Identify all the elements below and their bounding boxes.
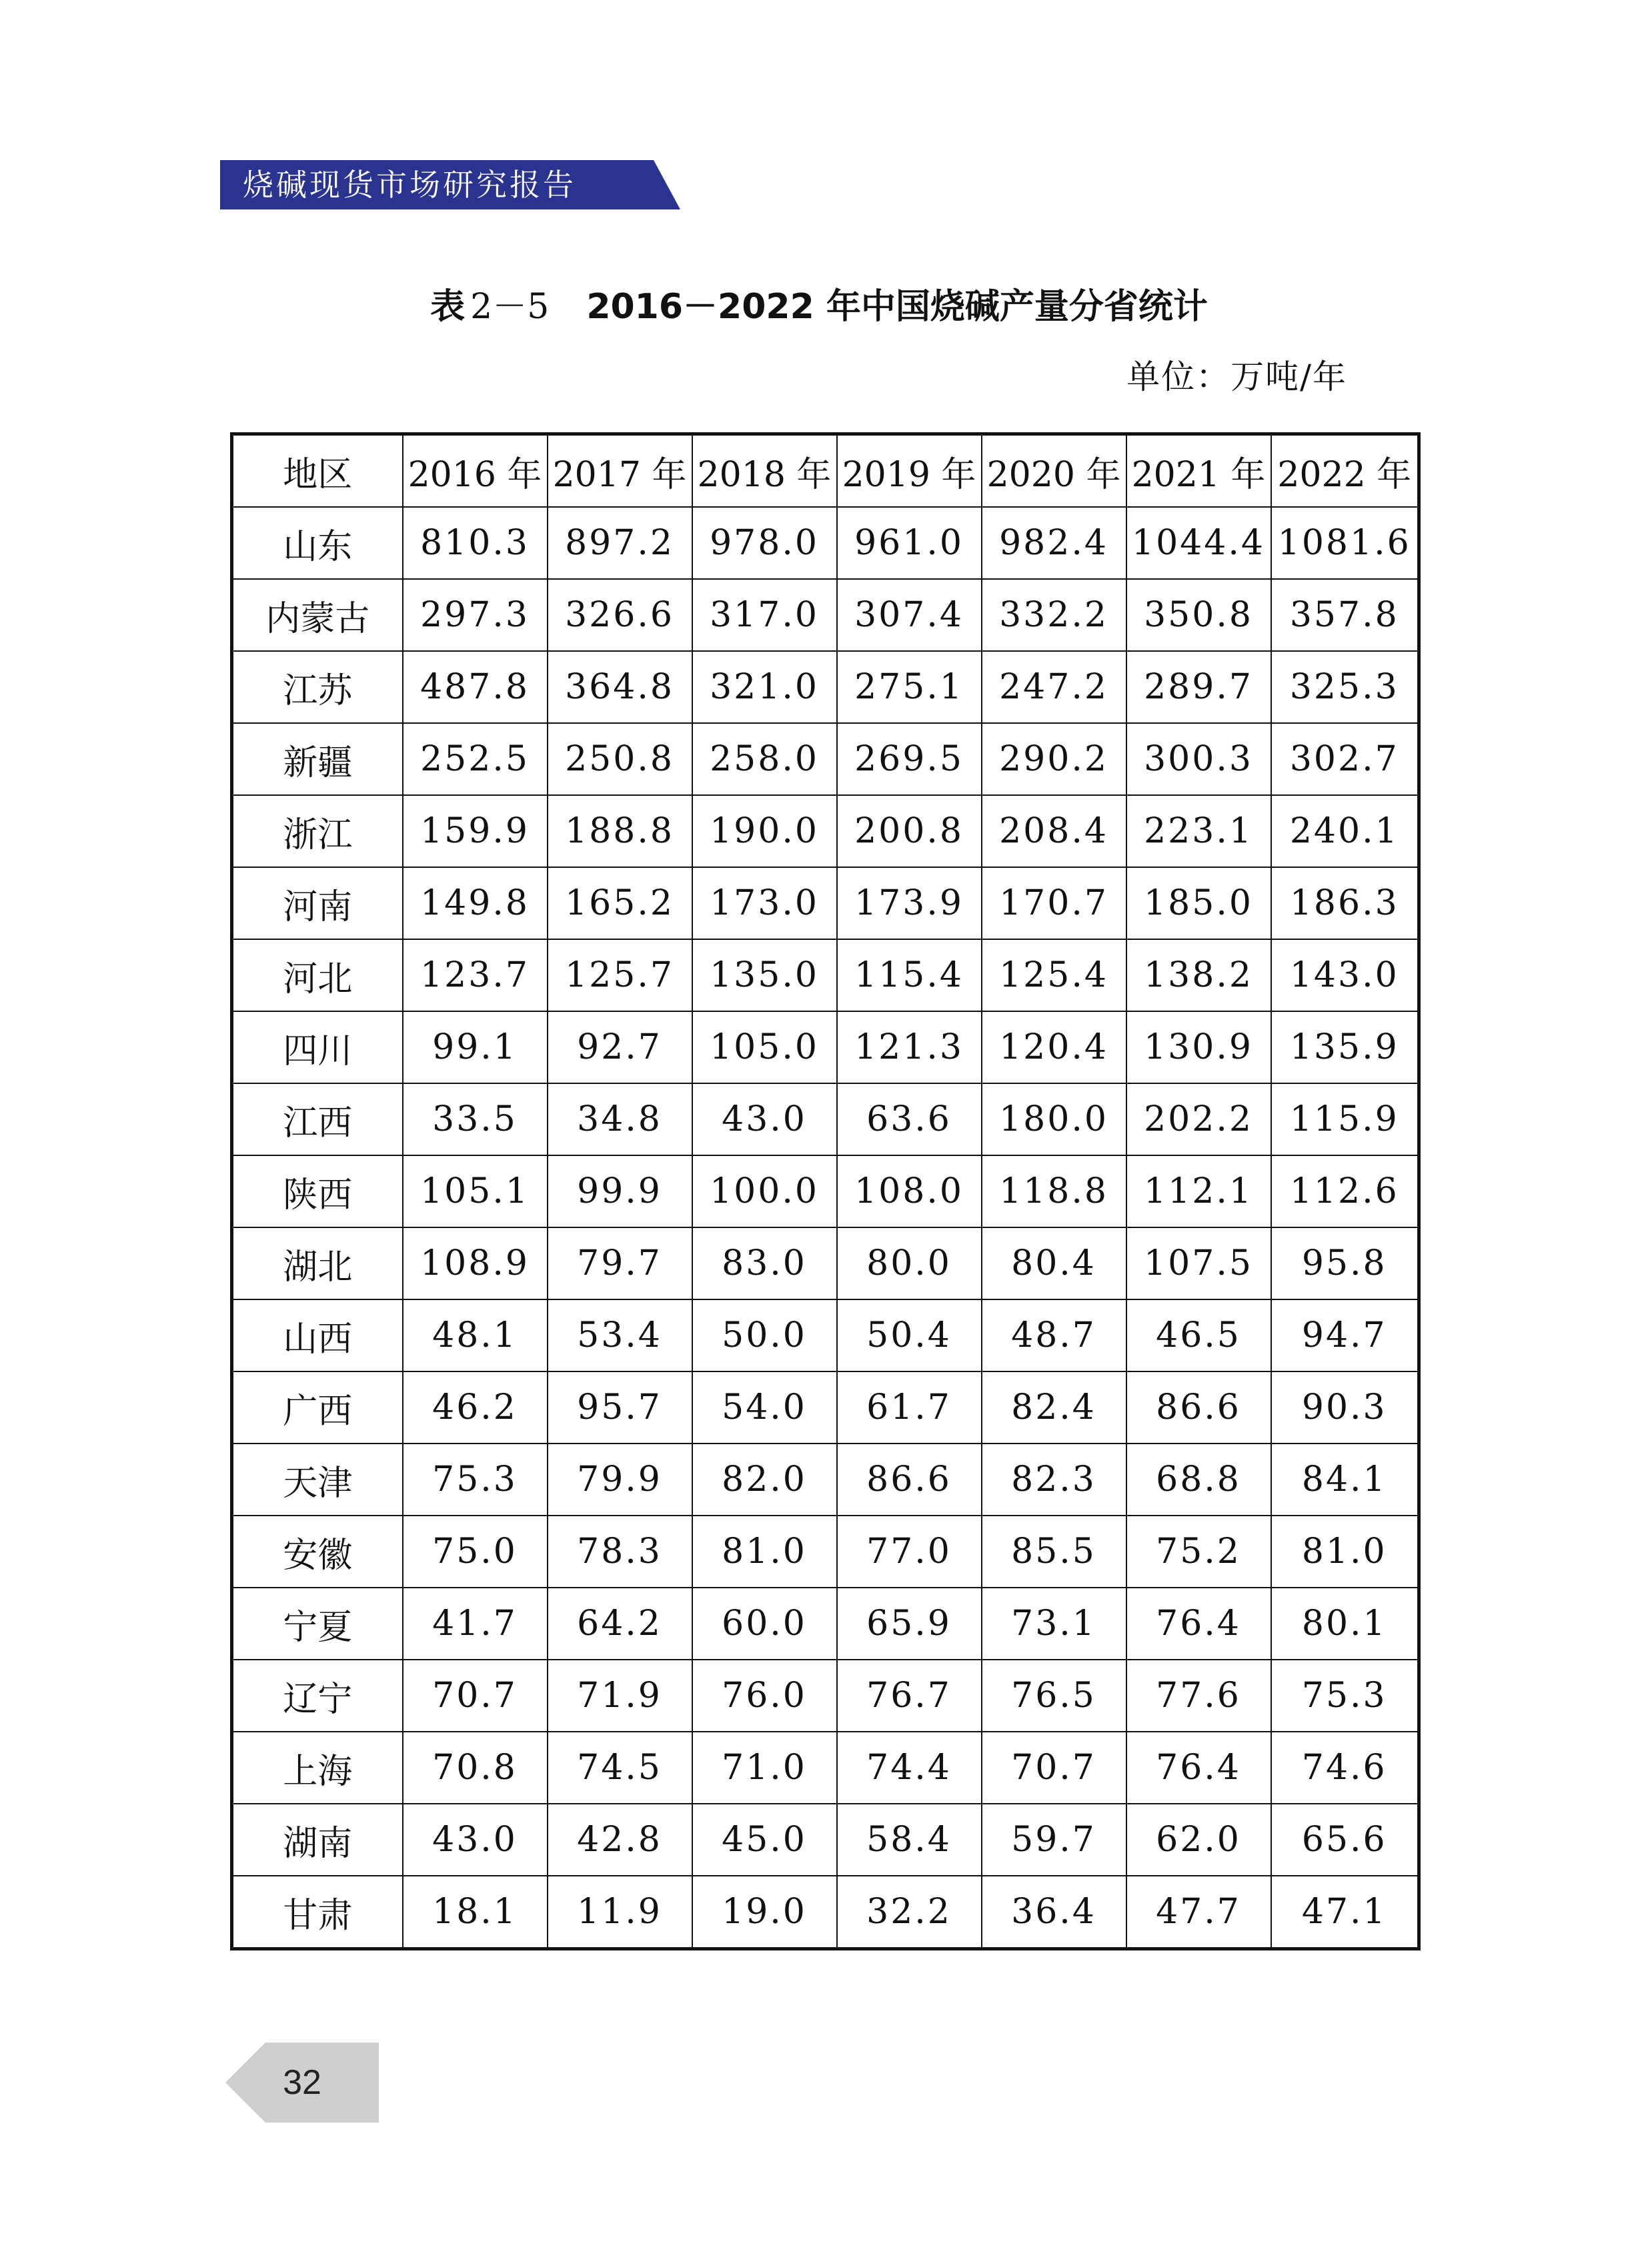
value-cell: 18.1 — [403, 1876, 548, 1949]
value-cell: 115.4 — [837, 939, 982, 1011]
value-cell: 43.0 — [403, 1804, 548, 1876]
value-cell: 95.7 — [548, 1371, 692, 1444]
value-cell: 325.3 — [1271, 651, 1419, 723]
region-cell: 上海 — [232, 1732, 403, 1804]
value-cell: 269.5 — [837, 723, 982, 795]
region-cell: 河南 — [232, 867, 403, 939]
value-cell: 48.1 — [403, 1299, 548, 1371]
value-cell: 332.2 — [982, 579, 1126, 651]
value-cell: 208.4 — [982, 795, 1126, 867]
value-cell: 108.0 — [837, 1155, 982, 1227]
value-cell: 42.8 — [548, 1804, 692, 1876]
column-header-region: 地区 — [232, 434, 403, 508]
value-cell: 60.0 — [692, 1588, 837, 1660]
table-row — [232, 507, 1419, 579]
column-header-year: 2019 年 — [837, 434, 982, 508]
value-cell: 61.7 — [837, 1371, 982, 1444]
value-cell: 63.6 — [837, 1083, 982, 1155]
region-cell: 四川 — [232, 1011, 403, 1083]
value-cell: 79.7 — [548, 1227, 692, 1299]
value-cell: 70.8 — [403, 1732, 548, 1804]
value-cell: 84.1 — [1271, 1444, 1419, 1516]
value-cell: 130.9 — [1126, 1011, 1271, 1083]
value-cell: 46.2 — [403, 1371, 548, 1444]
value-cell: 326.6 — [548, 579, 692, 651]
value-cell: 107.5 — [1126, 1227, 1271, 1299]
value-cell: 46.5 — [1126, 1299, 1271, 1371]
region-cell: 江西 — [232, 1083, 403, 1155]
value-cell: 74.5 — [548, 1732, 692, 1804]
table-row — [232, 1804, 1419, 1876]
table-row — [232, 1299, 1419, 1371]
page-number: 32 — [283, 2063, 321, 2102]
region-cell: 山东 — [232, 507, 403, 579]
value-cell: 45.0 — [692, 1804, 837, 1876]
value-cell: 54.0 — [692, 1371, 837, 1444]
value-cell: 105.1 — [403, 1155, 548, 1227]
value-cell: 978.0 — [692, 507, 837, 579]
value-cell: 68.8 — [1126, 1444, 1271, 1516]
value-cell: 135.9 — [1271, 1011, 1419, 1083]
value-cell: 120.4 — [982, 1011, 1126, 1083]
value-cell: 300.3 — [1126, 723, 1271, 795]
value-cell: 80.1 — [1271, 1588, 1419, 1660]
table-row — [232, 1732, 1419, 1804]
value-cell: 99.1 — [403, 1011, 548, 1083]
value-cell: 59.7 — [982, 1804, 1126, 1876]
value-cell: 247.2 — [982, 651, 1126, 723]
value-cell: 118.8 — [982, 1155, 1126, 1227]
table-row — [232, 1660, 1419, 1732]
value-cell: 258.0 — [692, 723, 837, 795]
table-row — [232, 1516, 1419, 1588]
value-cell: 115.9 — [1271, 1083, 1419, 1155]
value-cell: 81.0 — [692, 1516, 837, 1588]
value-cell: 71.9 — [548, 1660, 692, 1732]
column-header-year: 2021 年 — [1126, 434, 1271, 508]
table-row — [232, 723, 1419, 795]
value-cell: 170.7 — [982, 867, 1126, 939]
value-cell: 121.3 — [837, 1011, 982, 1083]
column-header-year: 2016 年 — [403, 434, 548, 508]
region-cell: 新疆 — [232, 723, 403, 795]
value-cell: 112.1 — [1126, 1155, 1271, 1227]
value-cell: 65.9 — [837, 1588, 982, 1660]
column-header-year: 2022 年 — [1271, 434, 1419, 508]
table-row — [232, 795, 1419, 867]
value-cell: 43.0 — [692, 1083, 837, 1155]
table-header-row — [232, 434, 1419, 508]
value-cell: 86.6 — [837, 1444, 982, 1516]
value-cell: 47.7 — [1126, 1876, 1271, 1949]
value-cell: 75.2 — [1126, 1516, 1271, 1588]
region-cell: 河北 — [232, 939, 403, 1011]
value-cell: 58.4 — [837, 1804, 982, 1876]
value-cell: 77.6 — [1126, 1660, 1271, 1732]
value-cell: 48.7 — [982, 1299, 1126, 1371]
value-cell: 70.7 — [403, 1660, 548, 1732]
value-cell: 297.3 — [403, 579, 548, 651]
value-cell: 180.0 — [982, 1083, 1126, 1155]
value-cell: 112.6 — [1271, 1155, 1419, 1227]
value-cell: 80.4 — [982, 1227, 1126, 1299]
table-row — [232, 1371, 1419, 1444]
value-cell: 289.7 — [1126, 651, 1271, 723]
region-cell: 辽宁 — [232, 1660, 403, 1732]
column-header-year: 2020 年 — [982, 434, 1126, 508]
value-cell: 92.7 — [548, 1011, 692, 1083]
value-cell: 275.1 — [837, 651, 982, 723]
value-cell: 85.5 — [982, 1516, 1126, 1588]
value-cell: 83.0 — [692, 1227, 837, 1299]
value-cell: 76.4 — [1126, 1588, 1271, 1660]
table-row — [232, 1011, 1419, 1083]
value-cell: 108.9 — [403, 1227, 548, 1299]
value-cell: 82.0 — [692, 1444, 837, 1516]
value-cell: 982.4 — [982, 507, 1126, 579]
value-cell: 487.8 — [403, 651, 548, 723]
table-row — [232, 1083, 1419, 1155]
caption-label: 表 — [430, 287, 466, 327]
value-cell: 33.5 — [403, 1083, 548, 1155]
value-cell: 95.8 — [1271, 1227, 1419, 1299]
value-cell: 62.0 — [1126, 1804, 1271, 1876]
running-header-banner — [220, 160, 680, 209]
value-cell: 190.0 — [692, 795, 837, 867]
value-cell: 71.0 — [692, 1732, 837, 1804]
value-cell: 70.7 — [982, 1732, 1126, 1804]
value-cell: 897.2 — [548, 507, 692, 579]
unit-note: 单位：万吨/年 — [1126, 358, 1347, 396]
value-cell: 41.7 — [403, 1588, 548, 1660]
region-cell: 山西 — [232, 1299, 403, 1371]
value-cell: 79.9 — [548, 1444, 692, 1516]
value-cell: 159.9 — [403, 795, 548, 867]
value-cell: 290.2 — [982, 723, 1126, 795]
value-cell: 1044.4 — [1126, 507, 1271, 579]
value-cell: 50.4 — [837, 1299, 982, 1371]
production-table — [230, 432, 1421, 1950]
region-cell: 天津 — [232, 1444, 403, 1516]
value-cell: 47.1 — [1271, 1876, 1419, 1949]
column-header-year: 2018 年 — [692, 434, 837, 508]
region-cell: 甘肃 — [232, 1876, 403, 1949]
table-caption — [0, 284, 1638, 330]
table-row — [232, 651, 1419, 723]
value-cell: 64.2 — [548, 1588, 692, 1660]
value-cell: 65.6 — [1271, 1804, 1419, 1876]
value-cell: 202.2 — [1126, 1083, 1271, 1155]
value-cell: 53.4 — [548, 1299, 692, 1371]
value-cell: 173.9 — [837, 867, 982, 939]
value-cell: 173.0 — [692, 867, 837, 939]
caption-title: 2016－2022 年中国烧碱产量分省统计 — [586, 287, 1208, 327]
value-cell: 76.5 — [982, 1660, 1126, 1732]
table-row — [232, 1876, 1419, 1949]
value-cell: 75.0 — [403, 1516, 548, 1588]
value-cell: 76.7 — [837, 1660, 982, 1732]
caption-number: 2－5 — [470, 287, 550, 327]
value-cell: 75.3 — [1271, 1660, 1419, 1732]
value-cell: 32.2 — [837, 1876, 982, 1949]
value-cell: 94.7 — [1271, 1299, 1419, 1371]
value-cell: 105.0 — [692, 1011, 837, 1083]
value-cell: 78.3 — [548, 1516, 692, 1588]
region-cell: 江苏 — [232, 651, 403, 723]
value-cell: 185.0 — [1126, 867, 1271, 939]
value-cell: 250.8 — [548, 723, 692, 795]
value-cell: 223.1 — [1126, 795, 1271, 867]
value-cell: 961.0 — [837, 507, 982, 579]
value-cell: 80.0 — [837, 1227, 982, 1299]
table-row — [232, 579, 1419, 651]
table-row — [232, 1444, 1419, 1516]
value-cell: 11.9 — [548, 1876, 692, 1949]
value-cell: 86.6 — [1126, 1371, 1271, 1444]
value-cell: 100.0 — [692, 1155, 837, 1227]
region-cell: 湖北 — [232, 1227, 403, 1299]
region-cell: 安徽 — [232, 1516, 403, 1588]
value-cell: 143.0 — [1271, 939, 1419, 1011]
column-header-year: 2017 年 — [548, 434, 692, 508]
value-cell: 125.4 — [982, 939, 1126, 1011]
region-cell: 湖南 — [232, 1804, 403, 1876]
region-cell: 浙江 — [232, 795, 403, 867]
region-cell: 内蒙古 — [232, 579, 403, 651]
value-cell: 135.0 — [692, 939, 837, 1011]
value-cell: 77.0 — [837, 1516, 982, 1588]
region-cell: 陕西 — [232, 1155, 403, 1227]
value-cell: 252.5 — [403, 723, 548, 795]
table-row — [232, 939, 1419, 1011]
value-cell: 307.4 — [837, 579, 982, 651]
table-row — [232, 1155, 1419, 1227]
value-cell: 74.4 — [837, 1732, 982, 1804]
region-cell: 广西 — [232, 1371, 403, 1444]
value-cell: 302.7 — [1271, 723, 1419, 795]
table-body — [232, 507, 1419, 1949]
value-cell: 186.3 — [1271, 867, 1419, 939]
value-cell: 364.8 — [548, 651, 692, 723]
value-cell: 123.7 — [403, 939, 548, 1011]
value-cell: 350.8 — [1126, 579, 1271, 651]
value-cell: 200.8 — [837, 795, 982, 867]
page-number-badge — [225, 2043, 379, 2123]
value-cell: 125.7 — [548, 939, 692, 1011]
table-row — [232, 1227, 1419, 1299]
table-row — [232, 867, 1419, 939]
value-cell: 149.8 — [403, 867, 548, 939]
value-cell: 810.3 — [403, 507, 548, 579]
value-cell: 82.3 — [982, 1444, 1126, 1516]
value-cell: 240.1 — [1271, 795, 1419, 867]
value-cell: 75.3 — [403, 1444, 548, 1516]
value-cell: 74.6 — [1271, 1732, 1419, 1804]
value-cell: 81.0 — [1271, 1516, 1419, 1588]
value-cell: 73.1 — [982, 1588, 1126, 1660]
value-cell: 357.8 — [1271, 579, 1419, 651]
value-cell: 50.0 — [692, 1299, 837, 1371]
value-cell: 321.0 — [692, 651, 837, 723]
region-cell: 宁夏 — [232, 1588, 403, 1660]
value-cell: 165.2 — [548, 867, 692, 939]
running-header-title: 烧碱现货市场研究报告 — [243, 167, 576, 203]
value-cell: 90.3 — [1271, 1371, 1419, 1444]
table-row — [232, 1588, 1419, 1660]
value-cell: 36.4 — [982, 1876, 1126, 1949]
value-cell: 317.0 — [692, 579, 837, 651]
value-cell: 76.0 — [692, 1660, 837, 1732]
value-cell: 76.4 — [1126, 1732, 1271, 1804]
value-cell: 1081.6 — [1271, 507, 1419, 579]
value-cell: 138.2 — [1126, 939, 1271, 1011]
value-cell: 99.9 — [548, 1155, 692, 1227]
value-cell: 19.0 — [692, 1876, 837, 1949]
value-cell: 188.8 — [548, 795, 692, 867]
value-cell: 82.4 — [982, 1371, 1126, 1444]
value-cell: 34.8 — [548, 1083, 692, 1155]
